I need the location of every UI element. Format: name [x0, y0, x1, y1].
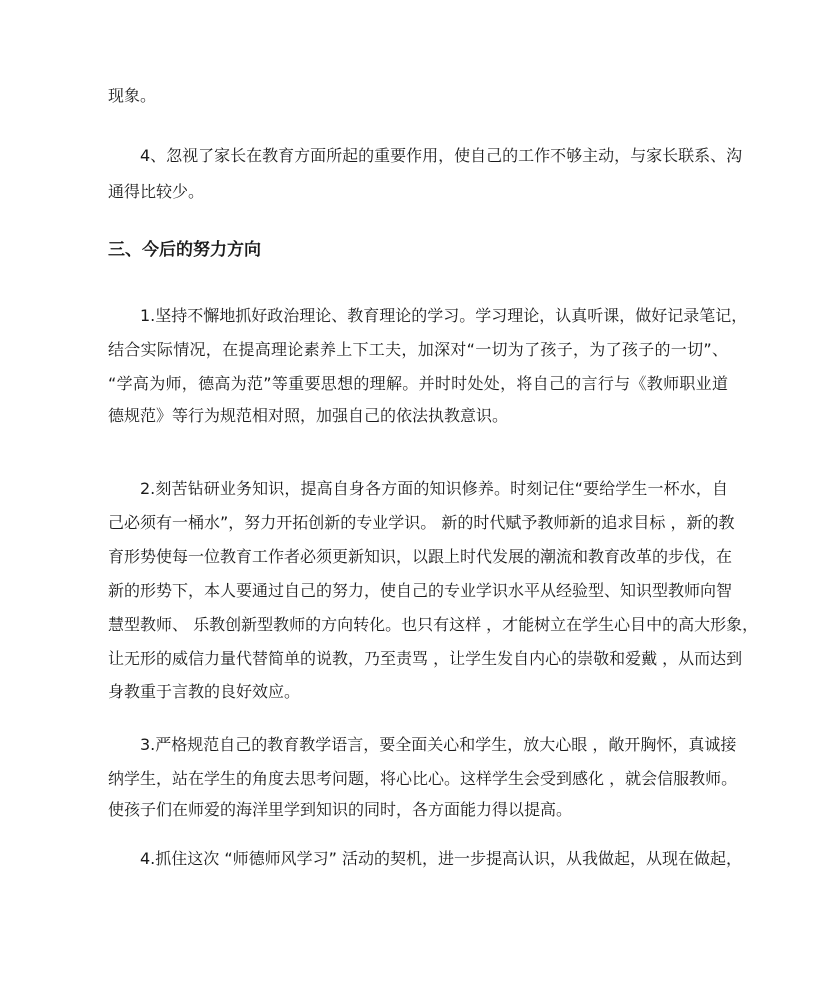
paragraph-line: 己必须有一桶水”，努力开拓创新的专业学识。 新的时代赋予教师新的追求目标 ，新的教 — [108, 513, 735, 532]
paragraph-line: 2.刻苦钻研业务知识，提高自身各方面的知识修养。时刻记住“要给学生一杯水，自 — [140, 479, 728, 498]
paragraph-line: 育形势使每一位教育工作者必须更新知识，以跟上时代发展的潮流和教育改革的步伐，在 — [108, 547, 733, 566]
paragraph-line: 1.坚持不懈地抓好政治理论、教育理论的学习。学习理论，认真听课，做好记录笔记， — [140, 306, 748, 325]
paragraph-line: 新的形势下，本人要通过自己的努力，使自己的专业学识水平从经验型、知识型教师向智 — [108, 581, 733, 600]
section-heading: 三、今后的努力方向 — [108, 240, 261, 260]
paragraph-line: 慧型教师、 乐教创新型教师的方向转化。也只有这样 ，才能树立在学生心目中的高大形象， — [108, 615, 759, 634]
paragraph-line: “学高为师，德高为范”等重要思想的理解。并时时处处，将自己的言行与《教师职业道 — [108, 374, 728, 393]
paragraph-line: 纳学生，站在学生的角度去思考问题，将心比心。这样学生会受到感化 ，就会信服教师。 — [108, 769, 738, 788]
paragraph-line: 身教重于言教的良好效应。 — [108, 682, 301, 701]
paragraph-line: 通得比较少。 — [108, 182, 205, 201]
paragraph-line: 4.抓住这次 “师德师风学习” 活动的契机，进一步提高认识，从我做起，从现在做起， — [140, 849, 743, 868]
paragraph-line: 结合实际情况，在提高理论素养上下工夫，加深对“一切为了孩子，为了孩子的一切”、 — [108, 340, 728, 359]
paragraph-line: 德规范》等行为规范相对照，加强自己的依法执教意识。 — [108, 406, 509, 425]
paragraph-line: 现象。 — [108, 86, 157, 105]
paragraph-line: 4、忽视了家长在教育方面所起的重要作用，使自己的工作不够主动，与家长联系、沟 — [140, 146, 743, 165]
paragraph-line: 让无形的威信力量代替简单的说教，乃至责骂 ，让学生发自内心的崇敬和爱戴 ，从而达到 — [108, 649, 743, 668]
paragraph-line: 使孩子们在师爱的海洋里学到知识的同时，各方面能力得以提高。 — [108, 800, 573, 819]
paragraph-line: 3.严格规范自己的教育教学语言，要全面关心和学生，放大心眼 ，敞开胸怀，真诚接 — [140, 735, 737, 754]
